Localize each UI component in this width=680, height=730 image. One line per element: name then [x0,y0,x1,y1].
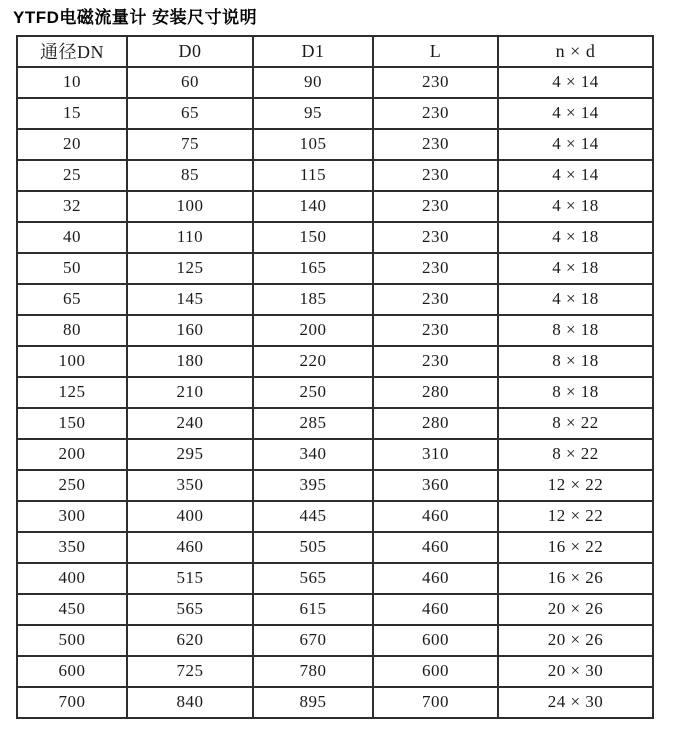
table-cell: 100 [127,191,253,222]
table-cell: 145 [127,284,253,315]
table-cell: 4 × 14 [498,129,653,160]
table-cell: 360 [373,470,498,501]
table-cell: 12 × 22 [498,470,653,501]
table-cell: 65 [127,98,253,129]
table-cell: 340 [253,439,373,470]
table-cell: 4 × 18 [498,253,653,284]
table-cell: 180 [127,346,253,377]
table-row [17,191,653,222]
table-cell: 75 [127,129,253,160]
table-cell: 310 [373,439,498,470]
table-row [17,687,653,718]
column-header: D1 [253,36,373,67]
table-cell: 160 [127,315,253,346]
table-cell: 700 [373,687,498,718]
table-cell: 25 [17,160,127,191]
column-header: D0 [127,36,253,67]
table-cell: 230 [373,191,498,222]
table-cell: 65 [17,284,127,315]
table-cell: 600 [373,656,498,687]
column-header: 通径DN [17,36,127,67]
table-cell: 620 [127,625,253,656]
column-header: L [373,36,498,67]
table-cell: 20 × 26 [498,594,653,625]
table-row [17,470,653,501]
table-cell: 230 [373,253,498,284]
table-row [17,315,653,346]
table-cell: 240 [127,408,253,439]
table-cell: 24 × 30 [498,687,653,718]
table-cell: 20 [17,129,127,160]
table-cell: 280 [373,377,498,408]
table-cell: 445 [253,501,373,532]
table-cell: 105 [253,129,373,160]
table-row [17,439,653,470]
table-cell: 4 × 14 [498,98,653,129]
table-cell: 350 [17,532,127,563]
table-cell: 295 [127,439,253,470]
table-row [17,501,653,532]
table-cell: 12 × 22 [498,501,653,532]
table-cell: 90 [253,67,373,98]
table-cell: 150 [253,222,373,253]
table-cell: 280 [373,408,498,439]
table-row [17,408,653,439]
table-row [17,222,653,253]
table-cell: 125 [127,253,253,284]
table-cell: 895 [253,687,373,718]
table-cell: 80 [17,315,127,346]
table-cell: 565 [253,563,373,594]
table-cell: 400 [17,563,127,594]
table-row [17,98,653,129]
column-header: n × d [498,36,653,67]
table-row [17,563,653,594]
table-cell: 780 [253,656,373,687]
table-cell: 4 × 18 [498,222,653,253]
table-cell: 230 [373,67,498,98]
table-cell: 100 [17,346,127,377]
table-cell: 460 [373,594,498,625]
table-cell: 4 × 14 [498,160,653,191]
table-cell: 230 [373,222,498,253]
table-cell: 32 [17,191,127,222]
table-cell: 300 [17,501,127,532]
table-cell: 400 [127,501,253,532]
table-row [17,160,653,191]
table-cell: 8 × 22 [498,439,653,470]
table-cell: 40 [17,222,127,253]
table-cell: 200 [253,315,373,346]
table-row [17,594,653,625]
table-cell: 600 [17,656,127,687]
table-cell: 230 [373,346,498,377]
table-cell: 20 × 30 [498,656,653,687]
table-cell: 725 [127,656,253,687]
table-cell: 600 [373,625,498,656]
table-cell: 840 [127,687,253,718]
table-cell: 515 [127,563,253,594]
table-cell: 15 [17,98,127,129]
installation-dimensions-table [16,35,654,719]
table-cell: 20 × 26 [498,625,653,656]
table-row [17,67,653,98]
table-cell: 395 [253,470,373,501]
table-cell: 110 [127,222,253,253]
table-cell: 8 × 18 [498,377,653,408]
table-cell: 115 [253,160,373,191]
table-cell: 16 × 26 [498,563,653,594]
table-cell: 285 [253,408,373,439]
table-cell: 140 [253,191,373,222]
table-body [17,67,653,718]
table-cell: 700 [17,687,127,718]
table-row [17,377,653,408]
table-cell: 670 [253,625,373,656]
table-cell: 4 × 18 [498,284,653,315]
table-cell: 8 × 22 [498,408,653,439]
table-cell: 505 [253,532,373,563]
table-cell: 460 [373,501,498,532]
table-row [17,284,653,315]
table-cell: 4 × 14 [498,67,653,98]
table-row [17,346,653,377]
table-cell: 185 [253,284,373,315]
table-cell: 250 [17,470,127,501]
table-cell: 4 × 18 [498,191,653,222]
table-cell: 95 [253,98,373,129]
table-cell: 230 [373,129,498,160]
table-cell: 8 × 18 [498,346,653,377]
table-cell: 60 [127,67,253,98]
table-cell: 85 [127,160,253,191]
table-cell: 615 [253,594,373,625]
table-cell: 16 × 22 [498,532,653,563]
table-row [17,625,653,656]
table-cell: 210 [127,377,253,408]
table-row [17,129,653,160]
table-cell: 500 [17,625,127,656]
table-cell: 565 [127,594,253,625]
table-row [17,532,653,563]
table-cell: 250 [253,377,373,408]
table-cell: 165 [253,253,373,284]
table-cell: 125 [17,377,127,408]
table-cell: 230 [373,98,498,129]
table-cell: 460 [373,563,498,594]
table-row [17,656,653,687]
table-cell: 150 [17,408,127,439]
table-cell: 230 [373,160,498,191]
table-cell: 200 [17,439,127,470]
table-cell: 460 [127,532,253,563]
table-cell: 10 [17,67,127,98]
table-cell: 220 [253,346,373,377]
table-cell: 50 [17,253,127,284]
page-title: YTFD电磁流量计 安装尺寸说明 [13,8,258,27]
table-cell: 460 [373,532,498,563]
table-cell: 8 × 18 [498,315,653,346]
table-header-row [17,36,653,67]
table-cell: 230 [373,315,498,346]
table-row [17,253,653,284]
table-cell: 450 [17,594,127,625]
table-cell: 350 [127,470,253,501]
table-cell: 230 [373,284,498,315]
